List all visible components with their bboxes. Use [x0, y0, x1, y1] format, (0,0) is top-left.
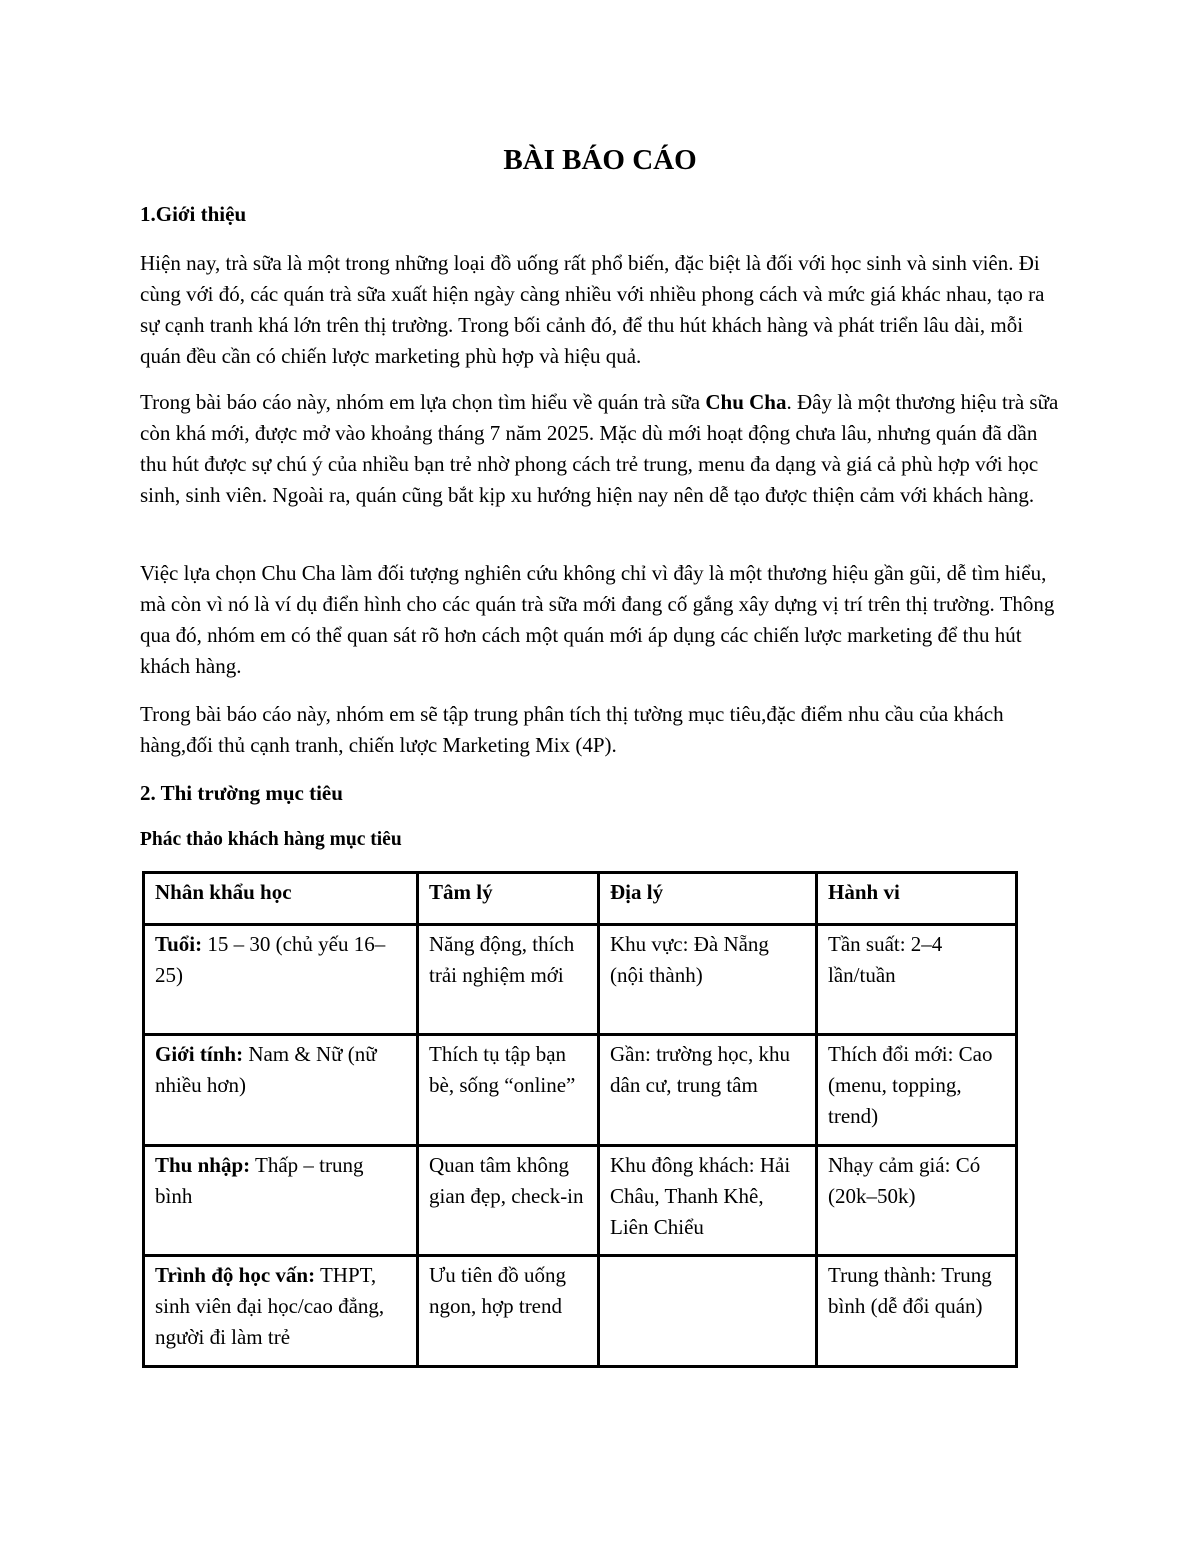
section-2-heading: 2. Thi trường mục tiêu — [140, 781, 343, 805]
table-cell: Trung thành: Trung bình (dễ đổi quán) — [817, 1256, 1017, 1367]
brand-name: Chu Cha — [705, 390, 787, 414]
table-cell: Ưu tiên đồ uống ngon, hợp trend — [418, 1256, 599, 1367]
cell-label: Thu nhập: — [155, 1153, 251, 1177]
table-cell: Năng động, thích trải nghiệm mới — [418, 925, 599, 1035]
intro-paragraph-1: Hiện nay, trà sữa là một trong những loại đồ uống rất phổ biến, đặc biệt là đối với học sinh và sinh viên. Đi cùng với đó, các quán trà sữa xuất hiện ngày càng nhiều với nhiều phong cách và mức giá khác nhau, tạo ra sự cạnh tranh khá lớn trên thị trường. Trong bối cảnh đó, để thu hút khách hàng và phát triển lâu dài, mỗi quán đều cần có chiến lược marketing phù hợp và hiệu quả. — [140, 251, 1045, 368]
table-cell: Khu vực: Đà Nẵng (nội thành) — [599, 925, 817, 1035]
table-cell: Gần: trường học, khu dân cư, trung tâm — [599, 1035, 817, 1146]
table-cell: Nhạy cảm giá: Có (20k–50k) — [817, 1146, 1017, 1256]
header-psychology: Tâm lý — [418, 873, 599, 925]
header-demographics: Nhân khẩu học — [144, 873, 418, 925]
table-header-row — [144, 873, 1017, 925]
header-geography: Địa lý — [599, 873, 817, 925]
table-row — [144, 1035, 1017, 1146]
table-cell — [144, 1035, 418, 1146]
table-cell — [144, 925, 418, 1035]
cell-value: 15 – 30 (chủ yếu 16–25) — [155, 932, 386, 987]
cell-label: Giới tính: — [155, 1042, 244, 1066]
table-row — [144, 925, 1017, 1035]
p2-after: . Đây là một thương hiệu trà sữa còn khá mới, được mở vào khoảng tháng 7 năm 2025. Mặc dù mới hoạt động chưa lâu, nhưng quán đã dần thu hút được sự chú ý của nhiều bạn trẻ nhờ phong cách trẻ trung, menu đa dạng và giá cả phù hợp với học sinh, sinh viên. Ngoài ra, quán cũng bắt kịp xu hướng hiện nay nên dễ tạo được thiện cảm với khách hàng. — [140, 390, 1059, 507]
section-1-heading: 1.Giới thiệu — [140, 202, 247, 226]
table-cell: Thích tụ tập bạn bè, sống “online” — [418, 1035, 599, 1146]
table-cell: Khu đông khách: Hải Châu, Thanh Khê, Liên Chiểu — [599, 1146, 817, 1256]
intro-paragraph-4: Trong bài báo cáo này, nhóm em sẽ tập trung phân tích thị tường mục tiêu,đặc điểm nhu cầu của khách hàng,đối thủ cạnh tranh, chiến lược Marketing Mix (4P). — [140, 702, 1004, 757]
cell-value: Thấp – trung bình — [155, 1153, 364, 1208]
report-title: BÀI BÁO CÁO — [503, 144, 697, 176]
cell-value: THPT, sinh viên đại học/cao đẳng, người đi làm trẻ — [155, 1263, 385, 1349]
table-cell — [599, 1256, 817, 1367]
table-row — [144, 1146, 1017, 1256]
table-cell: Quan tâm không gian đẹp, check-in — [418, 1146, 599, 1256]
table-cell — [144, 1256, 418, 1367]
table-cell: Thích đổi mới: Cao (menu, topping, trend) — [817, 1035, 1017, 1146]
cell-label: Tuổi: — [155, 932, 203, 956]
table-row — [144, 1256, 1017, 1367]
header-behavior: Hành vi — [817, 873, 1017, 925]
intro-paragraph-3: Việc lựa chọn Chu Cha làm đối tượng nghiên cứu không chỉ vì đây là một thương hiệu gần gũi, dễ tìm hiểu, mà còn vì nó là ví dụ điển hình cho các quán trà sữa mới đang cố gắng xây dựng vị trí trên thị trường. Thông qua đó, nhóm em có thể quan sát rõ hơn cách một quán mới áp dụng các chiến lược marketing để thu hút khách hàng. — [140, 561, 1055, 678]
table-cell: Tần suất: 2–4 lần/tuần — [817, 925, 1017, 1035]
intro-paragraph-2 — [140, 387, 1060, 511]
cell-label: Trình độ học vấn: — [155, 1263, 316, 1287]
cell-value: Nam & Nữ (nữ nhiều hơn) — [155, 1042, 377, 1097]
target-customer-table — [142, 871, 1018, 1368]
p2-before: Trong bài báo cáo này, nhóm em lựa chọn tìm hiểu về quán trà sữa — [140, 390, 706, 414]
table-subheading: Phác thảo khách hàng mục tiêu — [140, 829, 402, 850]
table-cell — [144, 1146, 418, 1256]
